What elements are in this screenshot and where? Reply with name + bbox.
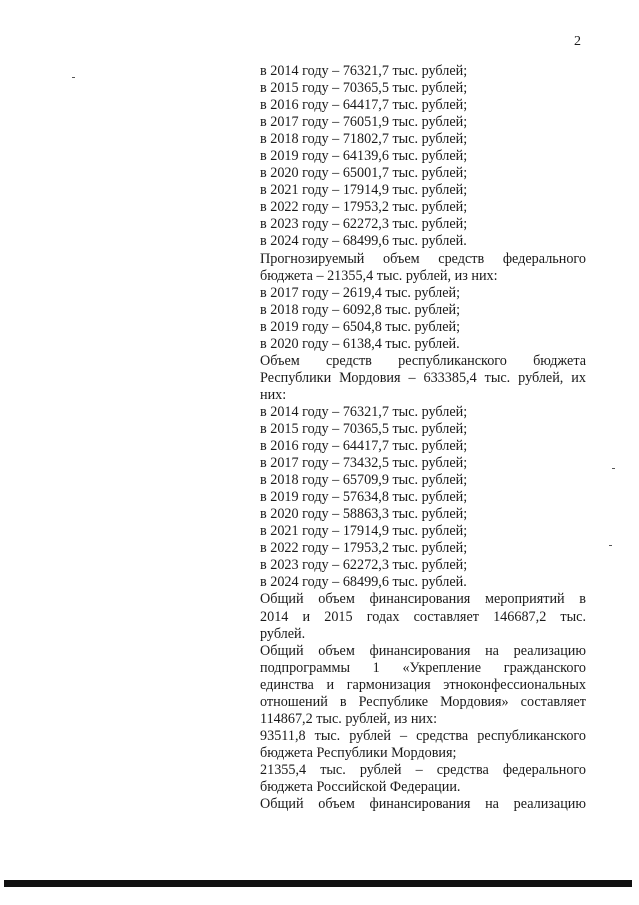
year-amount-line: в 2018 году – 71802,7 тыс. рублей; — [260, 131, 468, 148]
year-amount-line: в 2017 году – 2619,4 тыс. рублей; — [260, 284, 461, 301]
annual-amounts-total — [260, 63, 586, 251]
scan-edge-bar — [4, 880, 632, 887]
republic-funds-paragraph — [260, 728, 586, 762]
year-amount-line: в 2014 году – 76321,7 тыс. рублей; — [260, 403, 468, 420]
paragraph-line: Республики Мордовия – 633385,4 тыс. рублей, их — [260, 369, 586, 386]
year-amount-line: в 2017 году – 76051,9 тыс. рублей; — [260, 114, 468, 131]
year-amount-line: в 2023 году – 62272,3 тыс. рублей; — [260, 557, 468, 574]
subprogram-1-paragraph — [260, 643, 586, 728]
year-amount-line: в 2019 году – 57634,8 тыс. рублей; — [260, 489, 468, 506]
year-amount-line: в 2015 году – 70365,5 тыс. рублей; — [260, 80, 468, 97]
year-amount-line: в 2016 году – 64417,7 тыс. рублей; — [260, 438, 468, 455]
paragraph-line: 93511,8 тыс. рублей – средства республиканского — [260, 727, 586, 744]
paragraph-line: Прогнозируемый объем средств федерального — [260, 250, 586, 267]
scan-speck — [72, 77, 75, 78]
year-amount-line: в 2024 году – 68499,6 тыс. рублей. — [260, 574, 467, 591]
paragraph-line: Общий объем финансирования мероприятий в — [260, 591, 586, 608]
year-amount-line: в 2019 году – 6504,8 тыс. рублей; — [260, 318, 461, 335]
year-amount-line: в 2024 году – 68499,6 тыс. рублей. — [260, 233, 467, 250]
paragraph-line: них: — [260, 386, 287, 403]
paragraph-line: единства и гармонизация этноконфессиональных — [260, 676, 586, 693]
paragraph-line: отношений в Республике Мордовия» составляет — [260, 693, 586, 710]
paragraph-line: рублей. — [260, 625, 306, 642]
document-text — [260, 63, 586, 813]
federal-budget-paragraph — [260, 251, 586, 285]
year-amount-line: в 2016 году – 64417,7 тыс. рублей; — [260, 97, 468, 114]
year-amount-line: в 2020 году – 58863,3 тыс. рублей; — [260, 506, 468, 523]
paragraph-line: 114867,2 тыс. рублей, из них: — [260, 710, 438, 727]
year-amount-line: в 2020 году – 65001,7 тыс. рублей; — [260, 165, 468, 182]
year-amount-line: в 2018 году – 6092,8 тыс. рублей; — [260, 301, 461, 318]
paragraph-line: Объем средств республиканского бюджета — [260, 352, 586, 369]
year-amount-line: в 2014 году – 76321,7 тыс. рублей; — [260, 63, 468, 79]
federal-funds-paragraph — [260, 762, 586, 796]
annual-amounts-federal — [260, 285, 586, 353]
year-amount-line: в 2022 году – 17953,2 тыс. рублей; — [260, 540, 468, 557]
paragraph-line: подпрограммы 1 «Укрепление гражданского — [260, 659, 586, 676]
page-number: 2 — [574, 34, 581, 49]
paragraph-line: Общий объем финансирования на реализацию — [260, 642, 586, 659]
year-amount-line: в 2021 году – 17914,9 тыс. рублей; — [260, 523, 468, 540]
scan-speck — [612, 468, 615, 469]
scan-speck — [609, 545, 612, 546]
year-amount-line: в 2022 году – 17953,2 тыс. рублей; — [260, 199, 468, 216]
year-amount-line: в 2017 году – 73432,5 тыс. рублей; — [260, 455, 468, 472]
republic-budget-paragraph — [260, 353, 586, 404]
year-amount-line: в 2020 году – 6138,4 тыс. рублей. — [260, 335, 460, 352]
year-amount-line: в 2018 году – 65709,9 тыс. рублей; — [260, 472, 468, 489]
annual-amounts-republic — [260, 404, 586, 592]
year-amount-line: в 2023 году – 62272,3 тыс. рублей; — [260, 216, 468, 233]
paragraph-line: Общий объем финансирования на реализацию — [260, 796, 586, 813]
total-2014-2015-paragraph — [260, 591, 586, 642]
year-amount-line: в 2019 году – 64139,6 тыс. рублей; — [260, 148, 468, 165]
paragraph-line: бюджета Российской Федерации. — [260, 778, 461, 795]
paragraph-line: 21355,4 тыс. рублей – средства федерального — [260, 761, 586, 778]
paragraph-line: бюджета – 21355,4 тыс. рублей, из них: — [260, 267, 498, 284]
year-amount-line: в 2021 году – 17914,9 тыс. рублей; — [260, 182, 468, 199]
paragraph-line: 2014 и 2015 годах составляет 146687,2 тыс. — [260, 608, 586, 625]
year-amount-line: в 2015 году – 70365,5 тыс. рублей; — [260, 420, 468, 437]
paragraph-line: бюджета Республики Мордовия; — [260, 744, 457, 761]
